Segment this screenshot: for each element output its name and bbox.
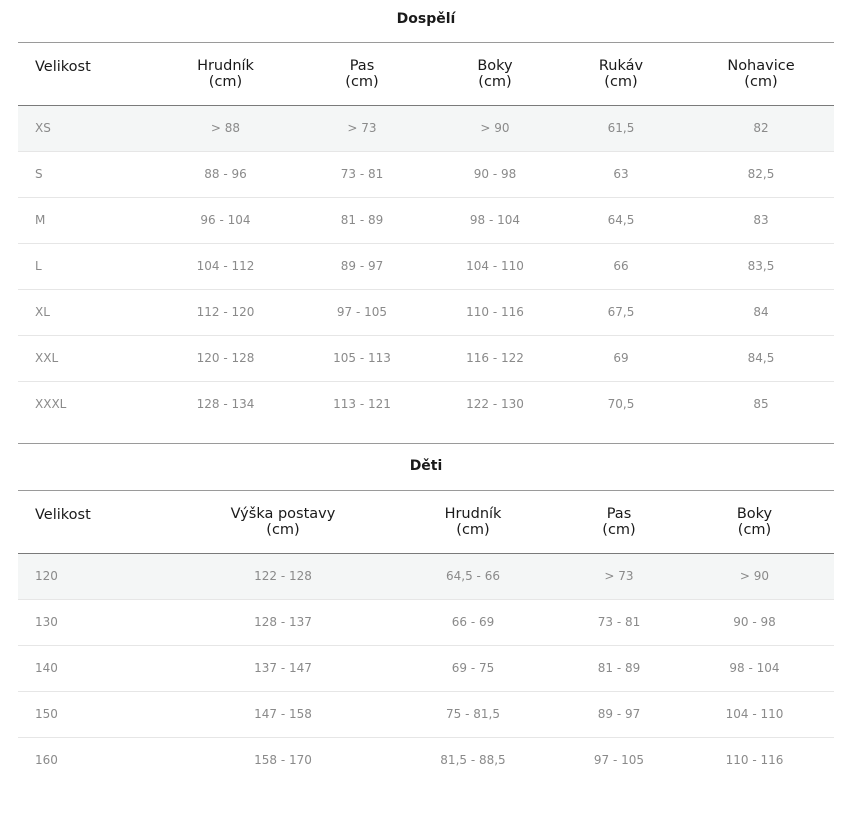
kids-header-hips: Boky (cm) — [736, 506, 773, 538]
height-cell: 128 - 137 — [254, 615, 312, 629]
adults-section-title: Dospělí — [396, 11, 456, 27]
trousers-cell: 82,5 — [747, 167, 775, 181]
waist-cell: 89 - 97 — [597, 707, 641, 721]
sleeve-cell: 63 — [613, 167, 629, 181]
waist-cell: 97 - 105 — [336, 305, 388, 319]
chest-cell: 88 - 96 — [204, 167, 247, 181]
table-row — [18, 197, 834, 243]
trousers-cell: 84,5 — [747, 351, 775, 365]
trousers-cell: 84 — [753, 305, 769, 319]
sleeve-cell: 69 — [613, 351, 629, 365]
kids-header-size: Velikost — [35, 507, 91, 523]
adults-header-trousers: Nohavice (cm) — [727, 58, 795, 90]
chest-cell: 81,5 - 88,5 — [440, 753, 506, 768]
table-row — [18, 243, 834, 289]
waist-cell: 105 - 113 — [333, 351, 391, 365]
size-cell: 160 — [35, 753, 58, 768]
size-cell: XL — [35, 305, 50, 319]
hips-cell: 116 - 122 — [466, 351, 524, 365]
chest-cell: 69 - 75 — [451, 661, 495, 675]
waist-cell: 73 - 81 — [340, 167, 384, 181]
sleeve-cell: 61,5 — [607, 120, 635, 135]
height-cell: 158 - 170 — [254, 753, 312, 768]
size-cell: M — [35, 213, 46, 227]
adults-header-waist: Pas (cm) — [345, 58, 379, 90]
adults-size-table — [18, 43, 834, 427]
hips-cell: 110 - 116 — [466, 305, 524, 319]
kids-section-title: Děti — [409, 458, 443, 474]
table-row — [18, 335, 834, 381]
size-cell: XXXL — [35, 397, 67, 412]
waist-cell: 89 - 97 — [340, 259, 384, 273]
size-cell: 130 — [35, 615, 58, 629]
size-cell: XS — [35, 120, 51, 135]
hips-cell: 104 - 110 — [725, 707, 784, 721]
chest-cell: 64,5 - 66 — [446, 568, 500, 583]
waist-cell: > 73 — [604, 568, 634, 583]
table-row — [18, 691, 834, 737]
waist-cell: > 73 — [347, 120, 377, 135]
waist-cell: 113 - 121 — [333, 397, 391, 412]
sleeve-cell: 64,5 — [607, 213, 635, 227]
adults-header-sleeve: Rukáv (cm) — [598, 58, 644, 90]
size-cell: 150 — [35, 707, 58, 721]
size-cell: 120 — [35, 568, 58, 583]
kids-header-height: Výška postavy (cm) — [230, 506, 336, 538]
table-row — [18, 151, 834, 197]
chest-cell: 75 - 81,5 — [446, 707, 500, 721]
hips-cell: > 90 — [739, 568, 770, 583]
chest-cell: 120 - 128 — [196, 351, 255, 365]
size-cell: 140 — [35, 661, 58, 675]
sleeve-cell: 67,5 — [607, 305, 635, 319]
table-row — [18, 599, 834, 645]
sleeve-cell: 70,5 — [607, 397, 635, 412]
hips-cell: 98 - 104 — [729, 661, 780, 675]
adults-header-row — [18, 43, 834, 105]
table-row — [18, 645, 834, 691]
trousers-cell: 83,5 — [747, 259, 775, 273]
height-cell: 147 - 158 — [254, 707, 312, 721]
adults-header-chest: Hrudník (cm) — [197, 58, 254, 90]
kids-size-table — [18, 491, 834, 783]
kids-header-chest: Hrudník (cm) — [444, 506, 502, 538]
chest-cell: 66 - 69 — [451, 615, 495, 629]
chest-cell: 128 - 134 — [196, 397, 255, 412]
height-cell: 122 - 128 — [254, 568, 312, 583]
waist-cell: 81 - 89 — [340, 213, 384, 227]
chest-cell: > 88 — [210, 120, 241, 135]
chest-cell: 112 - 120 — [196, 305, 255, 319]
hips-cell: 104 - 110 — [466, 259, 524, 273]
height-cell: 137 - 147 — [254, 661, 312, 675]
trousers-cell: 82 — [753, 120, 769, 135]
table-row — [18, 553, 834, 599]
adults-header-size: Velikost — [35, 59, 91, 75]
adults-header-hips: Boky (cm) — [477, 58, 513, 90]
chest-cell: 96 - 104 — [200, 213, 251, 227]
hips-cell: 90 - 98 — [473, 167, 517, 181]
trousers-cell: 85 — [753, 397, 769, 412]
kids-header-waist: Pas (cm) — [602, 506, 636, 538]
hips-cell: 90 - 98 — [733, 615, 776, 629]
trousers-cell: 83 — [753, 213, 769, 227]
hips-cell: 110 - 116 — [725, 753, 784, 768]
table-row — [18, 381, 834, 427]
size-cell: S — [35, 167, 43, 181]
adults-header-rule — [18, 105, 834, 106]
table-row — [18, 289, 834, 335]
size-cell: L — [35, 259, 42, 273]
waist-cell: 73 - 81 — [597, 615, 641, 629]
waist-cell: 81 - 89 — [597, 661, 641, 675]
waist-cell: 97 - 105 — [593, 753, 645, 768]
hips-cell: > 90 — [480, 120, 510, 135]
kids-header-rule — [18, 553, 834, 554]
table-row — [18, 737, 834, 783]
hips-cell: 122 - 130 — [466, 397, 524, 412]
size-cell: XXL — [35, 351, 59, 365]
hips-cell: 98 - 104 — [469, 213, 521, 227]
table-row — [18, 105, 834, 151]
chest-cell: 104 - 112 — [196, 259, 255, 273]
kids-top-rule-1 — [18, 443, 834, 444]
kids-header-row — [18, 491, 834, 553]
sleeve-cell: 66 — [613, 259, 629, 273]
